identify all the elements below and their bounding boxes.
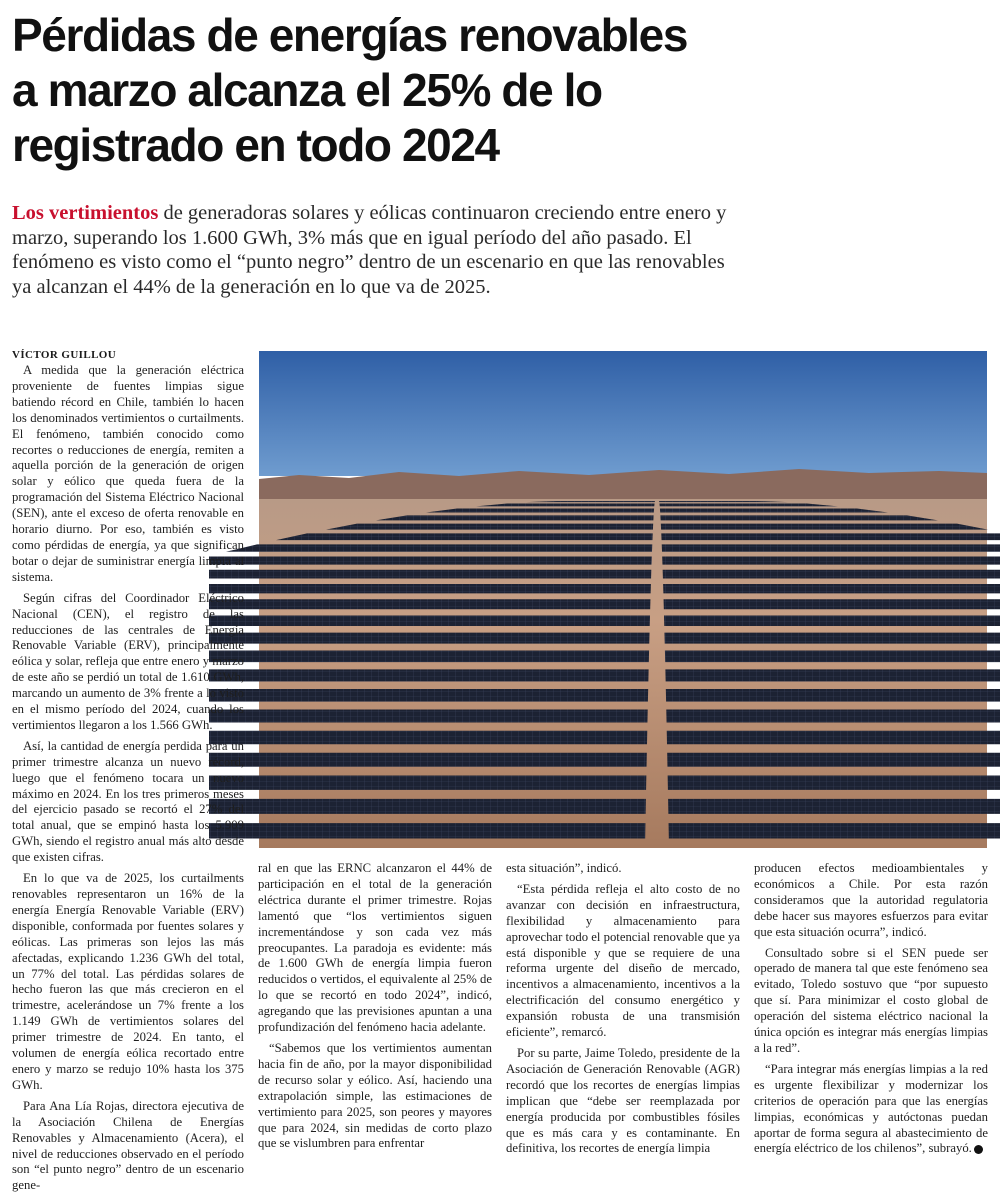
solar-panel-row [209, 669, 649, 681]
solar-panel-row [665, 669, 1000, 681]
solar-panel-row [664, 633, 1000, 644]
solar-panel-row [209, 599, 650, 609]
solar-panel-row [209, 775, 646, 789]
solar-panel-row [660, 515, 938, 520]
paragraph: A medida que la generación eléctrica proveniente de fuentes limpias sigue batiendo récord en Chile, también lo hacen los denominados vertimientos o curtailments. El fenómeno, también conocido como recortes o reducciones de energía, remiten a aquella porción de la generación de origen solar y eólico que queda fuera de la programación del Sistema Eléctrico Nacional (SEN), ante el exceso de oferta renovable en horario diurno. Por eso, también es visto como pérdidas de energía, ya que significan botar o dejar de suministrar energía limpia al sistema. [12, 363, 244, 584]
solar-panel-rows [209, 501, 1000, 838]
solar-panel-row [209, 570, 651, 579]
lead-paragraph [12, 201, 742, 299]
solar-panel-row [426, 508, 654, 512]
solar-panel-row [209, 651, 649, 663]
solar-panel-row [662, 557, 1000, 565]
solar-panel-row [666, 689, 1000, 702]
article-column-3 [506, 861, 740, 1156]
solar-panel-row [661, 533, 1000, 540]
paragraph [754, 1062, 988, 1157]
headline-line-3: registrado en todo 2024 [12, 119, 499, 171]
solar-panel-row [209, 753, 647, 767]
lead-kicker: Los vertimientos [12, 202, 159, 224]
lead-text: de generadoras solares y eólicas continuaron creciendo entre enero y marzo, superando los 1.600 GWh, 3% más que en igual período del año pasado. El fenómeno es visto como el “punto negro” dentro de un escenario en que las renovables ya alcanzan el 44% de la generación en lo que va de 2025. [12, 202, 727, 298]
solar-panel-row [668, 799, 1000, 814]
solar-panel-row [663, 584, 1000, 593]
solar-panel-row [663, 570, 1000, 579]
headline-line-1: Pérdidas de energías renovables [12, 9, 688, 61]
paragraph: Consultado sobre si el SEN puede ser operado de manera tal que este fenómeno sea evitado, Toledo sostuvo que “por supuesto que sí. Para minimizar el costo global de operación del sistema eléctrico nacional la única opción es integrar más energías limpias a la red”. [754, 945, 988, 1055]
solar-panel-row [668, 775, 1000, 789]
solar-panel-row [664, 615, 1000, 625]
article-column-2 [258, 861, 492, 1153]
paragraph: En lo que va de 2025, los curtailments renovables representaron un 16% de la energía Energía Renovable Variable (ERV) disponible, conformada por fuentes solares y eólicas. Las primeras son lejos las más afectadas, explicando 1.236 GWh del total, un 77% del total. Las pérdidas solares de hecho fueron las que más crecieron en el trimestre, acelerándose un 7% frente a los 1.149 GWh de vertimientos solares del primer trimestre de 2024. En tanto, el volumen de energía eólica recortado entre enero y marzo se redujo 10% hasta los 375 GWh. [12, 871, 244, 1092]
paragraph: Así, la cantidad de energía perdida para un primer trimestre alcanza un nuevo récord, luego que el fenómeno tocara un nuevo máximo en 2024. En los tres primeros meses del ejercicio pasado se recortó el 27% del total anual, que se empinó hasta los 5.909 GWh, siendo el registro anual más alto desde que existen cifras. [12, 738, 244, 865]
solar-panel-row [209, 633, 650, 644]
paragraph: producen efectos medioambientales y económicos a Chile. Por esta razón consideramos que la autoridad regulatoria debe hacer sus mayores esfuerzos para evitar que esta situación ocurra”, indicó. [754, 861, 988, 939]
paragraph: Para Ana Lía Rojas, directora ejecutiva de la Asociación Chilena de Energías Renovables y Almacenamiento (Acera), el nivel de reducciones observado en el período son “el punto negro” dentro de un escenario gene- [12, 1098, 244, 1193]
solar-panel-row [659, 503, 838, 506]
solar-panel-row [209, 709, 648, 722]
solar-panel-row [209, 557, 652, 565]
solar-panel-row [209, 731, 647, 745]
article-column-1 [12, 363, 244, 1193]
solar-farm-aerial-photo [259, 351, 987, 848]
solar-panel-row [476, 503, 655, 506]
paragraph: ral en que las ERNC alcanzaron el 44% de participación en el total de la generación eléctrica durante el primer trimestre. Rojas lamentó que “los vertimientos siguen incrementándose y son cada vez más preocupantes. La paradoja es evidente: más de 1.600 GWh de energía limpia fueron reducidos o vertidos, el equivalente al 25% de lo que se recortó en todo 2024”, indicó, agregando que las previsiones apuntan a una profundización del fenómeno hacia adelante. [258, 861, 492, 1035]
solar-panel-row [376, 515, 654, 520]
paragraph: “Sabemos que los vertimientos aumentan hacia fin de año, por la mayor disponibilidad de recurso solar y eólico. Así, haciendo una extrapolación simple, las estimaciones de vertimiento para 2025, son peores y mayores que para 2024, sin medidas de corto plazo que se vislumbren para enfrentar [258, 1040, 492, 1151]
solar-panel-row [662, 544, 1000, 551]
solar-panel-row [665, 651, 1000, 663]
paragraph: Por su parte, Jaime Toledo, presidente de la Asociación de Generación Renovable (AGR) recordó que los recortes de energías limpias implican que “debe ser reemplazada por energía producida por combustibles fósiles que es más cara y es contaminante. En definitiva, los recortes de energía limpia [506, 1045, 740, 1156]
paragraph: “Esta pérdida refleja el alto costo de no avanzar con decisión en infraestructura, flexibilidad y almacenamiento para aprovechar todo el potencial renovable que ya está disponible y que se requiere de una reforma urgente del diseño de mercado, incentivos a almacenamiento, incentivos a la electrificación del consumo energético y expansión robusta de una transmisión eficiente”, remarcó. [506, 881, 740, 1040]
solar-panel-row [209, 823, 645, 838]
solar-panel-row [326, 524, 653, 530]
byline: VÍCTOR GUILLOU [12, 349, 117, 361]
headline-line-2: a marzo alcanza el 25% de lo [12, 64, 602, 116]
solar-panel-row [226, 544, 652, 551]
closing-text: “Para integrar más energías limpias a la red es urgente flexibilizar y modernizar los criterios de operación para que las energías limpias, económicas y autóctonas puedan aportar de forma segura al abastecimiento de energía eléctrico de los chilenos”, subrayó. [754, 1061, 988, 1156]
solar-farm-photo [259, 351, 987, 848]
headline [12, 8, 772, 173]
solar-panel-row [209, 689, 648, 702]
solar-panel-row [664, 599, 1000, 609]
solar-panel-row [667, 753, 1000, 767]
solar-panel-row [209, 615, 650, 625]
solar-panel-row [276, 533, 653, 540]
solar-panel-row [666, 709, 1000, 722]
solar-panel-row [667, 731, 1000, 745]
end-of-article-icon [974, 1145, 983, 1154]
solar-panel-row [660, 508, 888, 512]
solar-panel-row [661, 524, 988, 530]
photo-sky [259, 351, 987, 476]
paragraph: Según cifras del Coordinador Eléctrico Nacional (CEN), el registro de las reducciones de las centrales de Energía Renovable Variable (ERV), principalmente eólica y solar, refleja que entre enero y marzo de este año se perdió un total de 1.610 GWh, marcando un aumento de 3% frente a lo visto en el mismo período del 2024, cuando los vertimientos llegaron a los 1.566 GWh. [12, 590, 244, 732]
solar-panel-row [209, 584, 651, 593]
paragraph: esta situación”, indicó. [506, 861, 622, 875]
article-column-4 [754, 861, 988, 1156]
solar-panel-row [669, 823, 1000, 838]
solar-panel-row [209, 799, 646, 814]
